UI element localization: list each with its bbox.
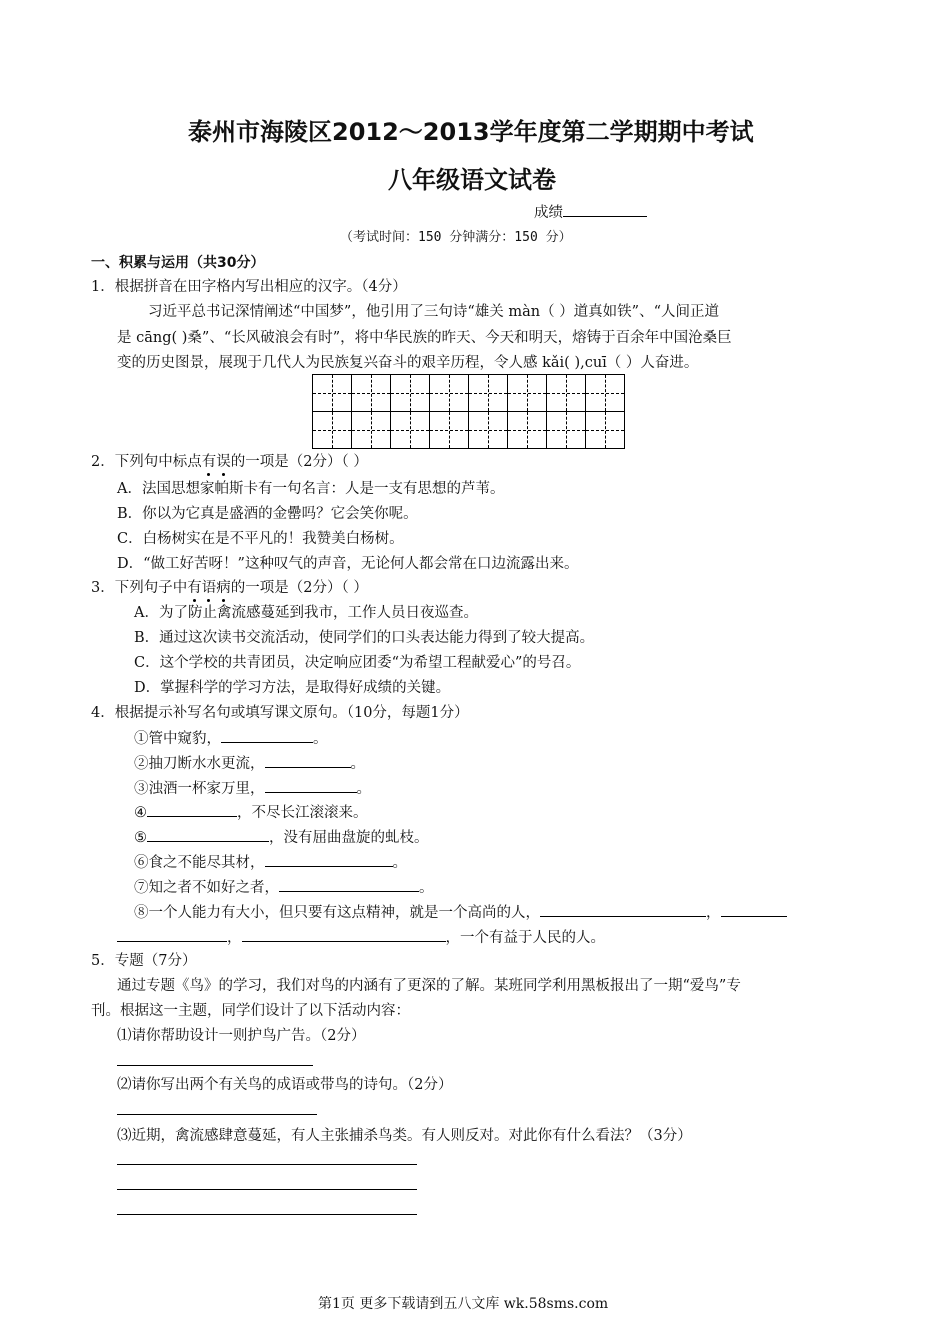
answer-blank[interactable] (147, 802, 237, 817)
answer-blank[interactable] (221, 728, 313, 743)
grid-cell[interactable] (586, 375, 625, 412)
q2-option-a[interactable]: A．法国思想家帕斯卡有一句名言：人是一支有思想的芦苇。 (117, 481, 505, 497)
q5-prompt: 5．专题（7分） (91, 953, 197, 969)
q4-item-1 (134, 728, 328, 749)
punctuation: 。 (419, 880, 434, 896)
emphasis-char: 语 (201, 580, 217, 596)
q5-intro-line2: 刊。根据这一主题，同学们设计了以下活动内容： (91, 1003, 410, 1019)
grid-cell[interactable] (313, 412, 352, 449)
q4-item-text: ⑦知之者不如好之者， (134, 880, 279, 896)
grid-cell[interactable] (352, 375, 391, 412)
q4-item-8-cont (117, 927, 605, 948)
answer-blank[interactable] (265, 852, 393, 867)
punctuation: 。 (313, 731, 328, 747)
answer-line[interactable] (117, 1114, 317, 1115)
grid-cell[interactable] (586, 412, 625, 449)
answer-line[interactable] (117, 1214, 417, 1215)
punctuation: ， (706, 905, 721, 921)
emphasis-char: 有 (187, 580, 202, 596)
answer-line[interactable] (117, 1065, 313, 1066)
answer-blank[interactable] (147, 827, 269, 842)
q1-passage-line1: 习近平总书记深情阐述“中国梦”，他引用了三句诗“雄关 màn（ ）道真如铁”、“人间正道 (148, 304, 720, 320)
q4-item-text: ①管中窥豹， (134, 731, 221, 747)
q2-prompt-pre: 2．下列句中标点 (91, 454, 202, 470)
score-field (534, 202, 647, 223)
answer-blank[interactable] (242, 927, 446, 942)
q4-item-8 (134, 902, 787, 923)
punctuation: 。 (350, 756, 365, 772)
q2-option-b[interactable]: B．你以为它真是盛酒的金罍吗？它会笑你呢。 (117, 506, 418, 522)
answer-blank[interactable] (265, 778, 357, 793)
grid-cell[interactable] (547, 412, 586, 449)
grid-cell[interactable] (508, 412, 547, 449)
grid-cell[interactable] (352, 412, 391, 449)
q4-item-num: ⑤ (134, 830, 147, 846)
q4-item-4 (134, 802, 368, 823)
q4-item-text: ⑥食之不能尽其材， (134, 855, 265, 871)
score-label: 成绩 (534, 205, 563, 221)
answer-blank[interactable] (540, 902, 706, 917)
q3-prompt (91, 578, 368, 598)
answer-line[interactable] (117, 1189, 417, 1190)
q4-item-6 (134, 852, 407, 873)
answer-line[interactable] (117, 1164, 417, 1165)
q3-prompt-pre: 3．下列句子中 (91, 580, 188, 596)
q4-item-text: ⑧一个人能力有大小，但只要有这点精神，就是一个高尚的人， (134, 905, 540, 921)
q4-item-2 (134, 753, 365, 774)
q1-passage-line3: 变的历史图景，展现于几代人为民族复兴奋斗的艰辛历程，令人感 kǎi( ),cuī（ ）人奋进。 (117, 355, 699, 371)
q4-item-text: ，没有屈曲盘旋的虬枝。 (269, 830, 429, 846)
q3-option-d[interactable]: D．掌握科学的学习方法，是取得好成绩的关键。 (134, 680, 451, 696)
answer-blank[interactable] (279, 877, 419, 892)
grid-cell[interactable] (508, 375, 547, 412)
emphasis-char: 误 (216, 454, 231, 470)
grid-cell[interactable] (547, 375, 586, 412)
q5-sub1: ⑴请你帮助设计一则护鸟广告。（2分） (117, 1028, 366, 1044)
q4-item-text: ③浊酒一杯家万里， (134, 781, 265, 797)
exam-title: 泰州市海陵区2012～2013学年度第二学期期中考试 (188, 118, 754, 146)
grid-cell[interactable] (313, 375, 352, 412)
q1-prompt: 1．根据拼音在田字格内写出相应的汉字。（4分） (91, 279, 407, 295)
exam-info: （考试时间：150 分钟满分：150 分） (340, 230, 572, 245)
q4-item-5 (134, 827, 429, 848)
q3-option-a[interactable]: A．为了防止禽流感蔓延到我市，工作人员日夜巡查。 (134, 605, 478, 621)
exam-subtitle: 八年级语文试卷 (388, 166, 556, 194)
q4-item-3 (134, 778, 371, 799)
q5-sub2: ⑵请你写出两个有关鸟的成语或带鸟的诗句。（2分） (117, 1077, 453, 1093)
grid-cell[interactable] (391, 375, 430, 412)
grid-cell[interactable] (391, 412, 430, 449)
answer-blank[interactable] (265, 753, 351, 768)
tianzige-grid (312, 374, 625, 449)
emphasis-char: 病 (216, 580, 231, 596)
q3-option-c[interactable]: C．这个学校的共青团员，决定响应团委“为希望工程献爱心”的号召。 (134, 655, 581, 671)
q2-option-c[interactable]: C．白杨树实在是不平凡的！我赞美白杨树。 (117, 531, 404, 547)
section-heading: 一、积累与运用（共30分） (91, 255, 265, 271)
q2-option-d[interactable]: D．“做工好苦呀！”这种叹气的声音，无论何人都会常在口边流露出来。 (117, 556, 579, 572)
q3-option-b[interactable]: B．通过这次读书交流活动，使同学们的口头表达能力得到了较大提高。 (134, 630, 595, 646)
q2-prompt-post: 的一项是（2分）（ ） (230, 454, 368, 470)
grid-cell[interactable] (430, 412, 469, 449)
q2-prompt (91, 452, 368, 472)
answer-blank[interactable] (117, 927, 227, 942)
q5-intro-line1: 通过专题《鸟》的学习，我们对鸟的内涵有了更深的了解。某班同学利用黑板报出了一期“爱鸟”专 (117, 978, 741, 994)
q4-item-text: ②抽刀断水水更流， (134, 756, 265, 772)
q5-sub3: ⑶近期，禽流感肆意蔓延，有人主张捕杀鸟类。有人则反对。对此你有什么看法？（3分） (117, 1128, 692, 1144)
grid-cell[interactable] (469, 375, 508, 412)
grid-cell[interactable] (469, 412, 508, 449)
q4-item-text: ，不尽长江滚滚来。 (237, 805, 368, 821)
grid-cell[interactable] (430, 375, 469, 412)
punctuation: 。 (392, 855, 407, 871)
score-blank[interactable] (563, 202, 647, 217)
q4-item-7 (134, 877, 434, 898)
answer-blank[interactable] (721, 902, 787, 917)
emphasis-char: 有 (201, 454, 217, 470)
q3-prompt-post: 的一项是（2分）（ ） (230, 580, 368, 596)
page-footer: 第1页 更多下载请到五八文库 wk.58sms.com (318, 1296, 609, 1312)
q1-passage-line2: 是 cāng( )桑”、“长风破浪会有时”，将中华民族的昨天、今天和明天，熔铸于百余年中国沧桑巨 (117, 330, 732, 346)
q4-item-text: ，一个有益于人民的人。 (445, 930, 605, 946)
q4-prompt: 4．根据提示补写名句或填写课文原句。（10分，每题1分） (91, 705, 469, 721)
q4-item-num: ④ (134, 805, 147, 821)
punctuation: 。 (356, 781, 371, 797)
punctuation: ， (227, 930, 242, 946)
